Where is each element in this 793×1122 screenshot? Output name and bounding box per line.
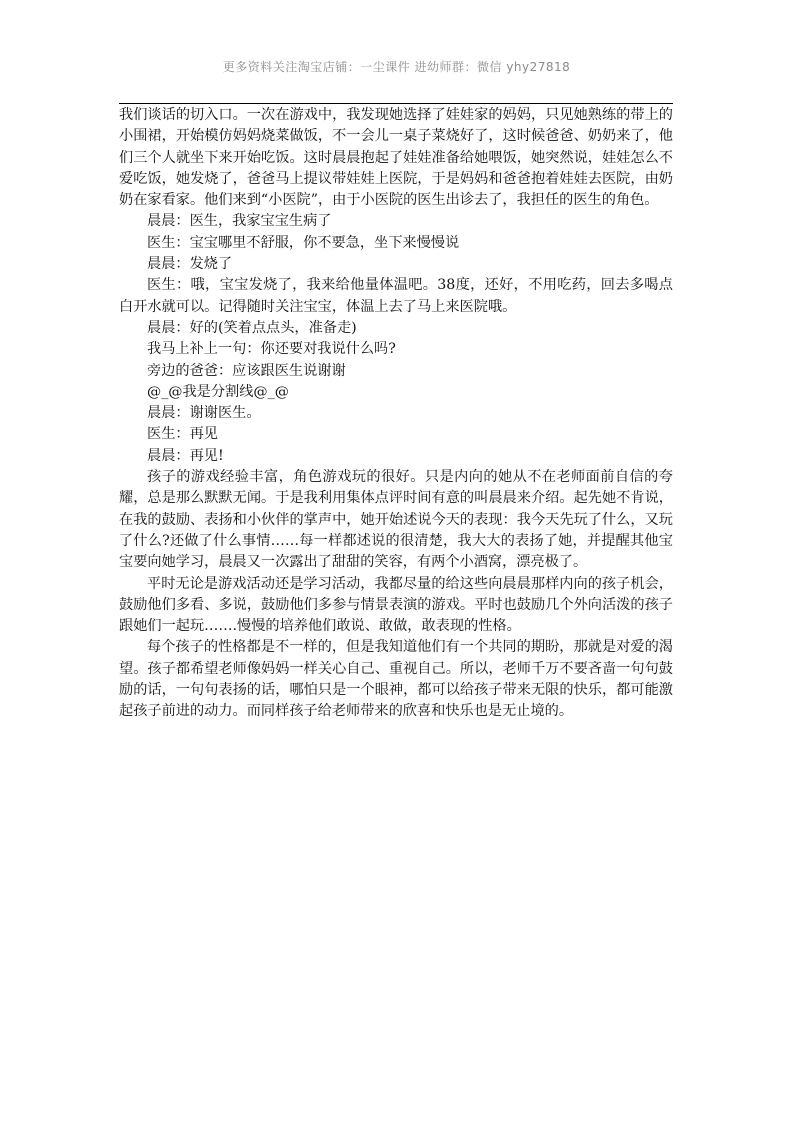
dialog-line: 我马上补上一句：你还要对我说什么吗? bbox=[147, 341, 396, 358]
dialog-line: 晨晨：医生，我家宝宝生病了 bbox=[147, 213, 332, 230]
dialog-line: 医生：哦，宝宝发烧了，我来给他量体温吧。38度，还好，不用吃药，回去多喝点白开水就可以。记得随时关注宝宝，体温上去了马上来医院哦。 bbox=[119, 277, 673, 315]
dialog-line: 医生：宝宝哪里不舒服，你不要急，坐下来慢慢说 bbox=[147, 234, 460, 251]
separator-line: @_@我是分割线@_@ bbox=[147, 383, 289, 400]
page-header-watermark: 更多资料关注淘宝店铺：一尘课件 进幼师群：微信 yhy27818 bbox=[222, 60, 571, 74]
paragraph: 每个孩子的性格都是不一样的，但是我知道他们有一个共同的期盼，那就是对爱的渴望。孩子都希望老师像妈妈一样关心自己、重视自己。所以，老师千万不要吝啬一句句鼓励的话，一句句表扬的话，哪怕只是一个眼神，都可以给孩子带来无限的快乐，都可能激起孩子前进的动力。而同样孩子给老师带来的欣喜和快乐也是无止境的。 bbox=[119, 639, 673, 720]
paragraph: 孩子的游戏经验丰富，角色游戏玩的很好。只是内向的她从不在老师面前自信的夸耀，总是那么默默无闻。于是我利用集体点评时间有意的叫晨晨来介绍。起先她不肯说，在我的鼓励、表扬和小伙伴的掌声中，她开始述说今天的表现：我今天先玩了什么，又玩了什么?还做了什么事情……每一样都述说的很清楚，我大大的表扬了她，并提醒其他宝宝要向她学习，晨晨又一次露出了甜甜的笑容，有两个小酒窝，漂亮极了。 bbox=[119, 469, 673, 571]
paragraph: 平时无论是游戏活动还是学习活动，我都尽量的给这些向晨晨那样内向的孩子机会，鼓励他们多看、多说，鼓励他们多参与情景表演的游戏。平时也鼓励几个外向活泼的孩子跟她们一起玩…….慢慢的培养他们敢说、敢做，敢表现的性格。 bbox=[119, 575, 673, 635]
paragraph: 我们谈话的切入口。一次在游戏中，我发现她选择了娃娃家的妈妈，只见她熟练的带上的小围裙，开始模仿妈妈烧菜做饭，不一会儿一桌子菜烧好了，这时候爸爸、奶奶来了，他们三个人就坐下来开始吃饭。这时晨晨抱起了娃娃准备给她喂饭，她突然说，娃娃怎么不爱吃饭，她发烧了，爸爸马上提议带娃娃上医院，于是妈妈和爸爸抱着娃娃去医院，由奶奶在家看家。他们来到“小医院”，由于小医院的医生出诊去了，我担任的医生的角色。 bbox=[119, 107, 673, 209]
dialog-line: 晨晨：再见! bbox=[147, 447, 224, 464]
header-rule bbox=[119, 103, 673, 104]
dialog-line: 晨晨：发烧了 bbox=[147, 256, 233, 273]
dialog-line: 旁边的爸爸：应该跟医生说谢谢 bbox=[147, 362, 346, 379]
dialog-line: 医生：再见 bbox=[147, 426, 218, 443]
dialog-line: 晨晨：好的(笑着点点头，准备走) bbox=[147, 319, 357, 336]
dialog-line: 晨晨：谢谢医生。 bbox=[147, 405, 261, 422]
document-body bbox=[119, 105, 673, 723]
